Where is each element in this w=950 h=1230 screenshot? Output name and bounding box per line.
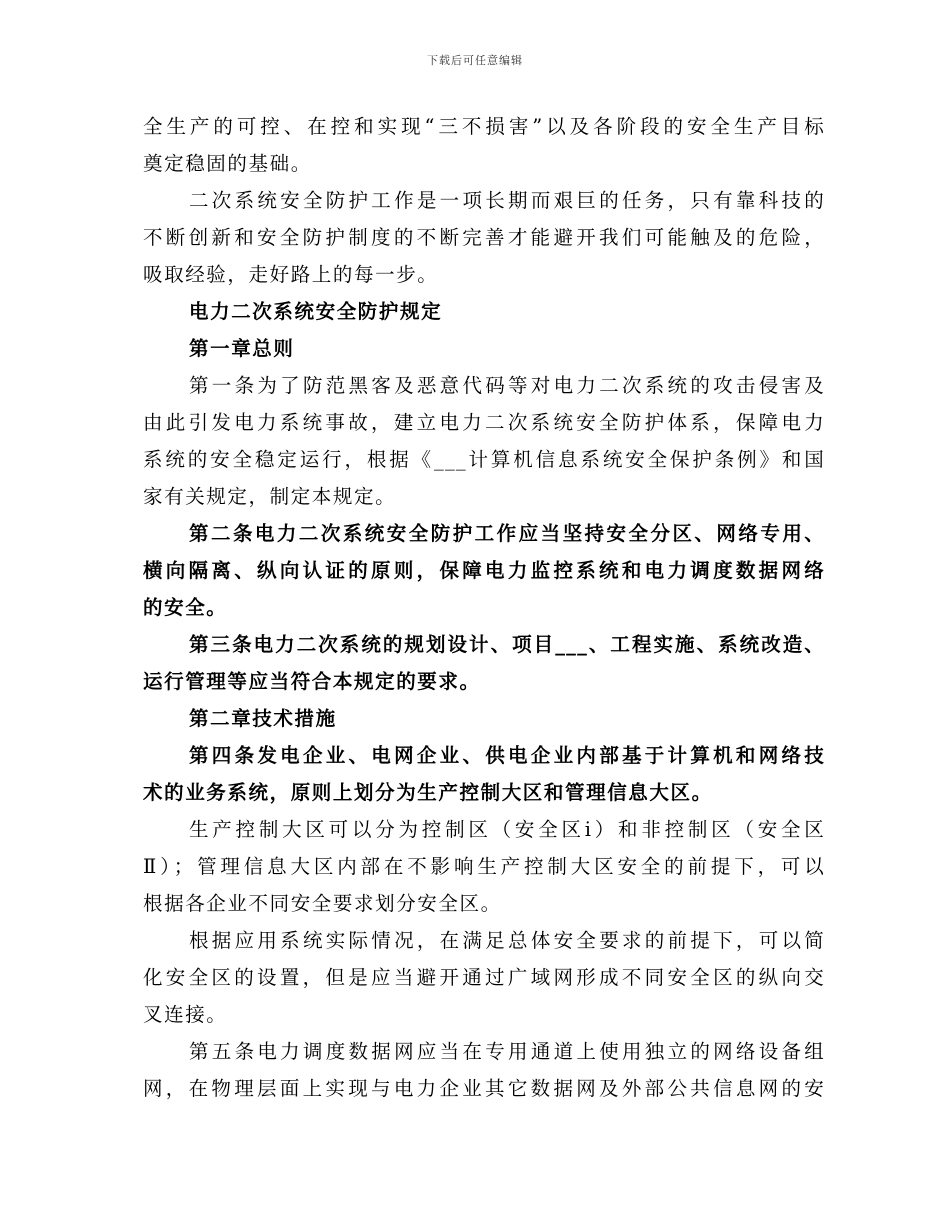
document-body <box>143 108 825 1107</box>
text-line: 根据各企业不同安全要求划分安全区。 <box>143 892 502 915</box>
text-line: 的安全。 <box>143 596 228 619</box>
text-line: Ⅱ）；管理信息大区内部在不影响生产控制大区安全的前提下，可以 <box>143 855 825 878</box>
text-line: 第三条电力二次系统的规划设计、项目___、工程实施、系统改造、 <box>189 633 825 656</box>
text-line: 系统的安全稳定运行，根据《___计算机信息系统安全保护条例》和国 <box>143 448 825 471</box>
text-line: 根据应用系统实际情况，在满足总体安全要求的前提下，可以简 <box>189 929 825 952</box>
text-line: 叉连接。 <box>143 1003 228 1026</box>
text-line: 奠定稳固的基础。 <box>143 152 312 175</box>
text-line: 二次系统安全防护工作是一项长期而艰巨的任务，只有靠科技的 <box>189 189 825 212</box>
text-line: 电力二次系统安全防护规定 <box>189 300 443 323</box>
text-line: 运行管理等应当符合本规定的要求。 <box>143 670 481 693</box>
text-line: 化安全区的设置，但是应当避开通过广域网形成不同安全区的纵向交 <box>143 966 825 989</box>
text-line: 吸取经验，走好路上的每一步。 <box>143 263 439 286</box>
text-line: 由此引发电力系统事故，建立电力二次系统安全防护体系，保障电力 <box>143 411 825 434</box>
text-line: 不断创新和安全防护制度的不断完善才能避开我们可能触及的危险， <box>143 226 825 249</box>
text-line: 横向隔离、纵向认证的原则，保障电力监控系统和电力调度数据网络 <box>143 559 825 582</box>
text-line: 第二条电力二次系统安全防护工作应当坚持安全分区、网络专用、 <box>189 522 825 545</box>
text-line: 第五条电力调度数据网应当在专用通道上使用独立的网络设备组 <box>189 1040 825 1063</box>
text-line: 全生产的可控、在控和实现“三不损害”以及各阶段的安全生产目标 <box>143 115 825 138</box>
text-line: 第一章总则 <box>189 337 295 360</box>
text-line: 第四条发电企业、电网企业、供电企业内部基于计算机和网络技 <box>189 744 825 767</box>
text-line: 第二章技术措施 <box>189 707 337 730</box>
text-line: 术的业务系统，原则上划分为生产控制大区和管理信息大区。 <box>143 781 713 804</box>
page-header: 下载后可任意编辑 <box>427 54 523 67</box>
text-line: 网，在物理层面上实现与电力企业其它数据网及外部公共信息网的安 <box>143 1077 825 1100</box>
text-line: 家有关规定，制定本规定。 <box>143 485 397 508</box>
text-line: 第一条为了防范黑客及恶意代码等对电力二次系统的攻击侵害及 <box>189 374 825 397</box>
text-line: 生产控制大区可以分为控制区（安全区ⅰ）和非控制区（安全区 <box>189 818 825 841</box>
